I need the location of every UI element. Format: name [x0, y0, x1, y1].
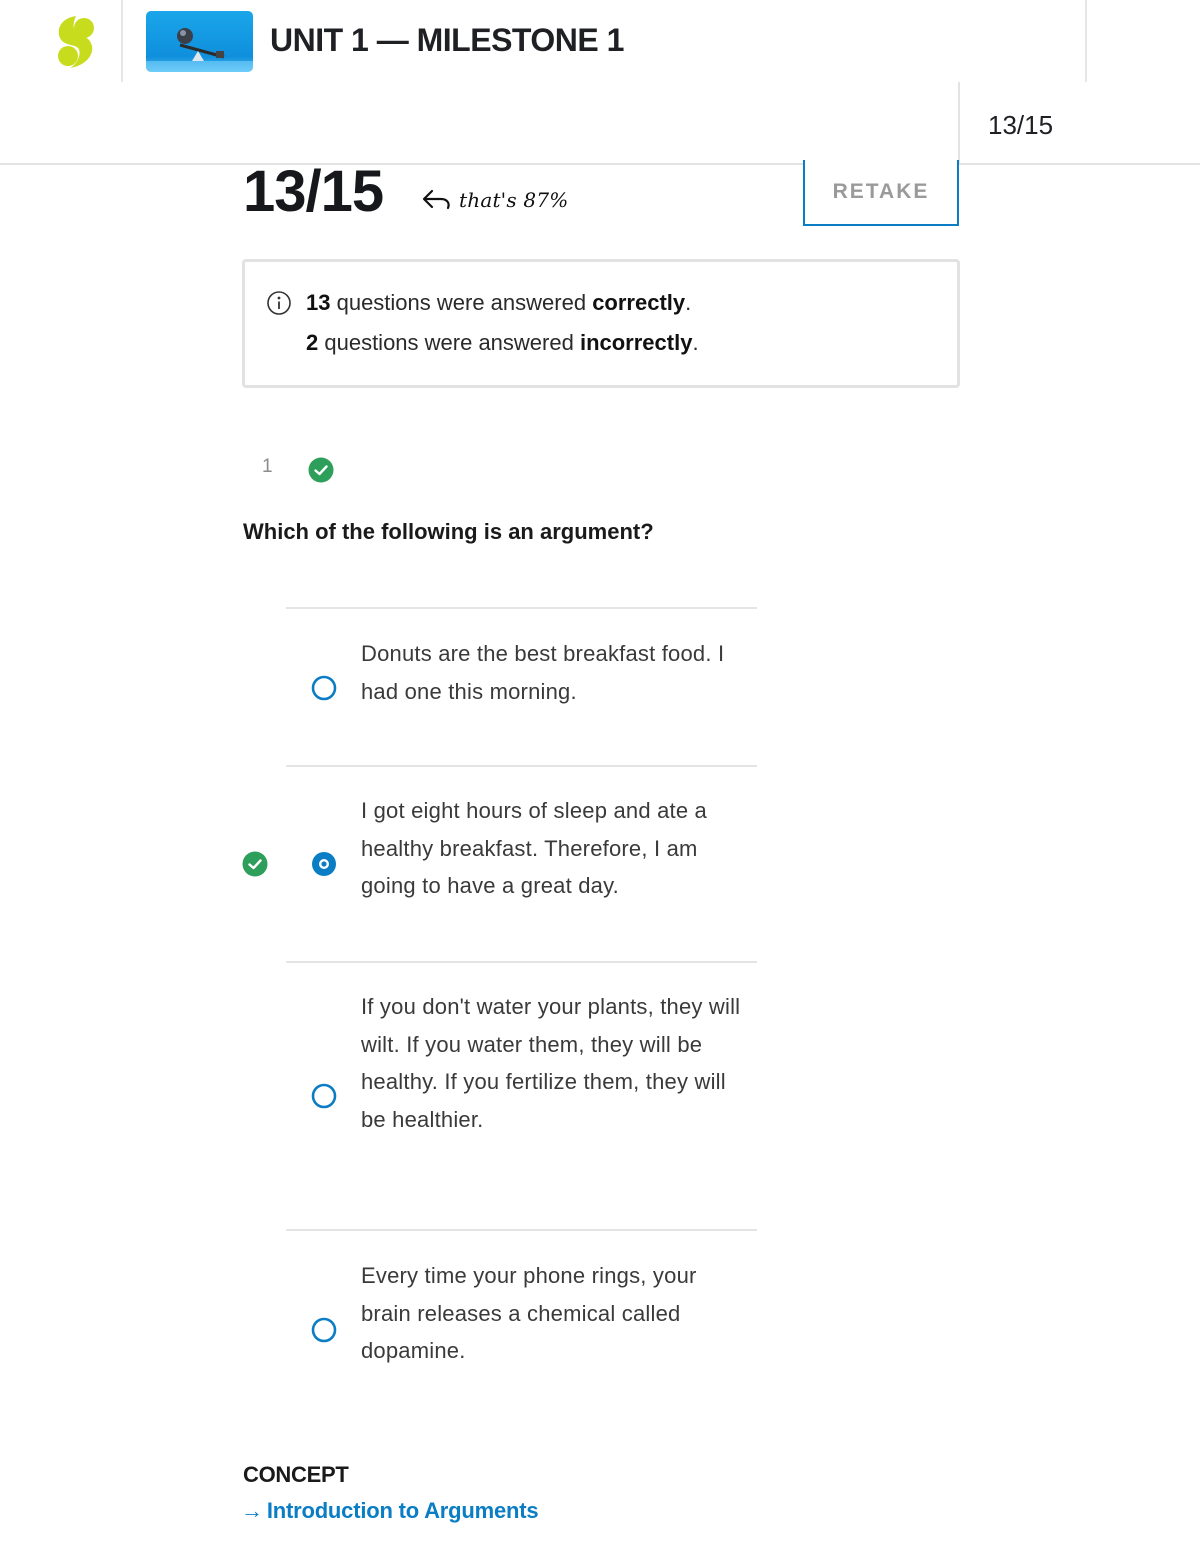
radio-unselected-icon[interactable]	[311, 675, 337, 701]
score-tab[interactable]: 13/15	[988, 110, 1054, 140]
question-text: Which of the following is an argument?	[243, 519, 654, 544]
unit-thumbnail	[146, 11, 253, 72]
curved-arrow-left-icon	[421, 188, 453, 212]
option-divider	[286, 961, 757, 963]
arrow-right-icon: →	[241, 1498, 263, 1523]
correct-answer-check-icon	[242, 851, 268, 877]
option-divider	[286, 607, 757, 609]
question-number: 1	[262, 456, 273, 477]
percent-note	[421, 183, 571, 217]
score-tab-divider	[958, 82, 960, 164]
header-divider	[121, 0, 123, 82]
radio-unselected-icon[interactable]	[311, 1317, 337, 1343]
answer-option-text[interactable]: Every time your phone rings, your brain releases a chemical called dopamine.	[361, 1263, 697, 1363]
concept-link-text[interactable]: Introduction to Arguments	[266, 1498, 539, 1523]
concept-link[interactable]	[241, 1498, 538, 1524]
answer-option-text[interactable]: If you don't water your plants, they will wilt. If you water them, they will be healthy. If you fertilize them, they will be healthier.	[361, 994, 741, 1132]
retake-button[interactable]: RETAKE	[803, 160, 959, 226]
radio-unselected-icon[interactable]	[311, 1083, 337, 1109]
summary-correct-line: 13 questions were answered correctly.	[306, 290, 692, 315]
header-divider-right	[1085, 0, 1087, 82]
option-divider	[286, 1229, 757, 1231]
results-summary-box	[242, 259, 960, 388]
concept-label: CONCEPT	[243, 1462, 349, 1487]
answer-option-text[interactable]: I got eight hours of sleep and ate a healthy breakfast. Therefore, I am going to have a great day.	[361, 798, 707, 898]
sophia-logo-icon[interactable]	[54, 14, 98, 70]
header-bottom-border	[0, 163, 1200, 165]
radio-selected-icon[interactable]	[311, 851, 337, 877]
correct-check-icon	[308, 457, 334, 483]
answer-option-text[interactable]: Donuts are the best breakfast food. I had one this morning.	[361, 641, 725, 704]
unit-title: UNIT 1 — MILESTONE 1	[270, 22, 624, 58]
percent-note-text: that's 87%	[459, 188, 569, 212]
info-icon	[266, 290, 292, 316]
score-display: 13/15	[243, 159, 384, 224]
option-divider	[286, 765, 757, 767]
summary-incorrect-line: 2 questions were answered incorrectly.	[306, 330, 699, 355]
seesaw-thumbnail-icon	[146, 11, 253, 72]
